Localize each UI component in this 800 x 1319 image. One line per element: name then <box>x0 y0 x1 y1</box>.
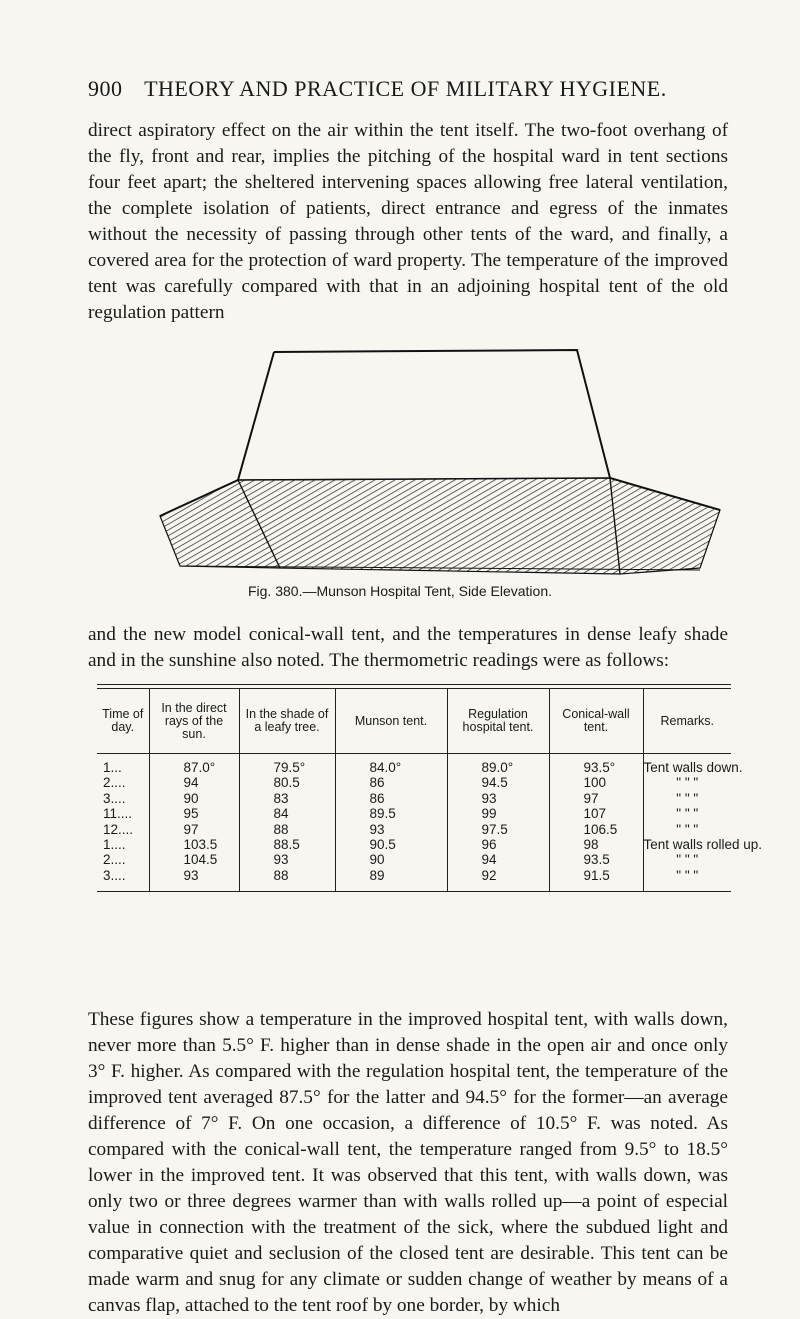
table-row <box>97 775 731 790</box>
cell-munson: 90 <box>335 852 447 867</box>
table-row <box>97 822 731 837</box>
cell-time: 2.... <box>97 775 149 790</box>
cell-sun: 104.5 <box>149 852 239 867</box>
cell-regulation: 93 <box>447 791 549 806</box>
cell-regulation: 96 <box>447 837 549 852</box>
paragraph-2: and the new model conical-wall tent, and the temperatures in dense leafy shade and in the sunshine also noted. The thermometric readings were as follows: <box>88 624 728 671</box>
cell-time: 3.... <box>97 791 149 806</box>
cell-remarks: Tent walls down. <box>643 760 743 775</box>
temperature-table <box>97 684 763 892</box>
cell-shade: 93 <box>239 852 335 867</box>
cell-sun: 95 <box>149 806 239 821</box>
cell-shade: 88 <box>239 822 335 837</box>
running-title: THEORY AND PRACTICE OF MILITARY HYGIENE. <box>144 76 667 101</box>
cell-remarks: " " " <box>676 806 699 822</box>
cell-munson: 90.5 <box>335 837 447 852</box>
table-row <box>97 837 731 852</box>
cell-sun: 87.0° <box>149 754 239 776</box>
cell-conical: 98 <box>549 837 643 852</box>
header-shade: In the shade of a leafy tree. <box>239 689 335 754</box>
cell-conical: 107 <box>549 806 643 821</box>
cell-sun: 90 <box>149 791 239 806</box>
cell-regulation: 92 <box>447 868 549 891</box>
cell-regulation: 99 <box>447 806 549 821</box>
cell-conical: 100 <box>549 775 643 790</box>
header-regulation: Regulation hospital tent. <box>447 689 549 754</box>
cell-munson: 84.0° <box>335 754 447 776</box>
table-row <box>97 852 731 867</box>
cell-munson: 89.5 <box>335 806 447 821</box>
cell-time: 3.... <box>97 868 149 891</box>
header-sun: In the direct rays of the sun. <box>149 689 239 754</box>
cell-sun: 93 <box>149 868 239 891</box>
cell-conical: 106.5 <box>549 822 643 837</box>
cell-sun: 103.5 <box>149 837 239 852</box>
cell-time: 1.... <box>97 837 149 852</box>
cell-conical: 93.5 <box>549 852 643 867</box>
cell-sun: 97 <box>149 822 239 837</box>
cell-conical: 93.5° <box>549 754 643 776</box>
cell-shade: 84 <box>239 806 335 821</box>
header-remarks: Remarks. <box>643 689 731 754</box>
cell-shade: 88 <box>239 868 335 891</box>
figure-caption: Fig. 380.—Munson Hospital Tent, Side Elevation. <box>247 583 553 599</box>
table-header-row <box>97 689 731 754</box>
table-row <box>97 806 731 821</box>
cell-time: 2.... <box>97 852 149 867</box>
cell-remarks: " " " <box>676 852 699 868</box>
table-row <box>97 868 731 891</box>
paragraph-3: These figures show a temperature in the improved hospital tent, with walls down, never more than 5.5° F. higher than in dense shade in the open air and once only 3° F. higher. As compared with the regulation hospital tent, the temperature of the improved tent averaged 87.5° for the latter and 94.5° for the former—an average difference of 7° F. On one occasion, a difference of 10.5° F. was noted. As compared with the conical-wall tent, the temperature ranged from 9.5° to 18.5° lower in the improved tent. It was observed that this tent, with walls down, was only two or three degrees warmer than with walls rolled up—a point of especial value in connection with the treatment of the sick, where the subdued light and comparative quiet and seclusion of the closed tent are desirable. This tent can be made warm and snug for any climate or sudden change of weather by means of a canvas flap, attached to the tent roof by one border, by which <box>88 1009 728 1316</box>
table-row <box>97 791 731 806</box>
cell-time: 12.... <box>97 822 149 837</box>
cell-munson: 93 <box>335 822 447 837</box>
cell-shade: 79.5° <box>239 754 335 776</box>
cell-munson: 89 <box>335 868 447 891</box>
cell-remarks: " " " <box>676 775 699 791</box>
table-row <box>97 754 731 776</box>
paragraph-1: direct aspiratory effect on the air within the tent itself. The two-foot overhang of the fly, front and rear, implies the pitching of the hospital ward in tent sections four feet apart; the sheltered intervening spaces allowing free lateral ventilation, the complete isolation of patients, direct entrance and egress of the inmates without the necessity of passing through other tents of the ward, and finally, a covered area for the protection of ward property. The temperature of the improved tent was carefully compared with that in an adjoining hospital tent of the old regulation pattern <box>88 120 728 323</box>
cell-regulation: 97.5 <box>447 822 549 837</box>
cell-conical: 91.5 <box>549 868 643 891</box>
header-conical: Conical-wall tent. <box>549 689 643 754</box>
cell-shade: 80.5 <box>239 775 335 790</box>
running-header <box>88 76 728 102</box>
cell-remarks: " " " <box>676 790 699 806</box>
cell-conical: 97 <box>549 791 643 806</box>
header-time: Time of day. <box>97 689 149 754</box>
cell-remarks: Tent walls rolled up. <box>643 837 763 853</box>
cell-shade: 88.5 <box>239 837 335 852</box>
cell-remarks: " " " <box>676 821 699 837</box>
tent-illustration <box>140 338 740 578</box>
cell-time: 1... <box>97 754 149 776</box>
cell-munson: 86 <box>335 791 447 806</box>
cell-shade: 83 <box>239 791 335 806</box>
cell-time: 11.... <box>97 806 149 821</box>
header-munson: Munson tent. <box>335 689 447 754</box>
cell-sun: 94 <box>149 775 239 790</box>
table-bottom-rule <box>97 891 731 892</box>
cell-regulation: 94.5 <box>447 775 549 790</box>
cell-regulation: 89.0° <box>447 754 549 776</box>
cell-remarks: " " " <box>676 867 699 883</box>
cell-munson: 86 <box>335 775 447 790</box>
cell-regulation: 94 <box>447 852 549 867</box>
page-number: 900 <box>88 76 123 101</box>
